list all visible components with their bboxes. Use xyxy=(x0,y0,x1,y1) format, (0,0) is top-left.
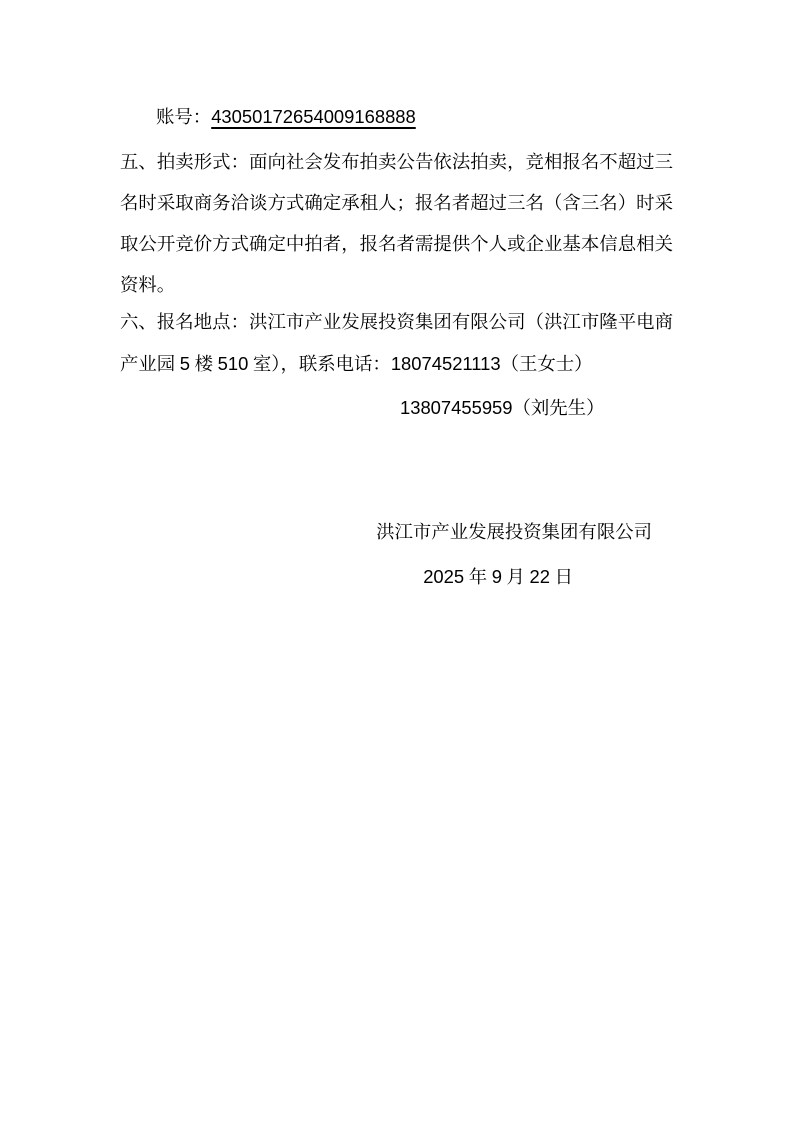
date-year-label: 年 xyxy=(464,567,492,587)
date-month: 9 xyxy=(491,566,502,587)
auction-format-line-4: 资料。 xyxy=(120,275,176,295)
auction-format-paragraph xyxy=(120,142,673,306)
phone-number-1: 18074521113 xyxy=(390,353,501,374)
registration-location-line-2 xyxy=(120,343,673,385)
auction-format-line-1: 五、拍卖形式：面向社会发布拍卖公告依法拍卖，竞相报名不超过三 xyxy=(120,152,673,172)
contact-name-2: （刘先生） xyxy=(512,398,605,418)
phone-number-2: 13807455959 xyxy=(400,397,513,418)
company-name: 洪江市产业发展投资集团有限公司 xyxy=(376,522,652,542)
second-contact-line xyxy=(400,387,604,429)
account-number-value: 43050172654009168888 xyxy=(211,106,416,127)
contact-phone-label: 室），联系电话： xyxy=(248,354,391,374)
contact-name-1: （王女士） xyxy=(500,354,593,374)
auction-format-line-2: 名时采取商务洽谈方式确定承租人；报名者超过三名（含三名）时采 xyxy=(120,193,673,213)
account-number-line xyxy=(156,96,416,138)
date-month-label: 月 xyxy=(501,567,530,587)
company-signature xyxy=(120,512,673,553)
registration-location-line-1: 六、报名地点：洪江市产业发展投资集团有限公司（洪江市隆平电商 xyxy=(120,312,673,332)
floor-label: 楼 xyxy=(190,354,218,374)
account-label: 账号： xyxy=(156,107,212,127)
registration-location-paragraph xyxy=(120,302,673,385)
room-number: 510 xyxy=(217,353,249,374)
date-day: 22 xyxy=(529,566,550,587)
signature-date xyxy=(120,556,673,598)
date-day-label: 日 xyxy=(550,567,573,587)
date-year: 2025 xyxy=(423,566,465,587)
floor-number: 5 xyxy=(179,353,191,374)
address-text: 产业园 xyxy=(120,354,180,374)
auction-format-line-3: 取公开竞价方式确定中拍者，报名者需提供个人或企业基本信息相关 xyxy=(120,234,673,254)
